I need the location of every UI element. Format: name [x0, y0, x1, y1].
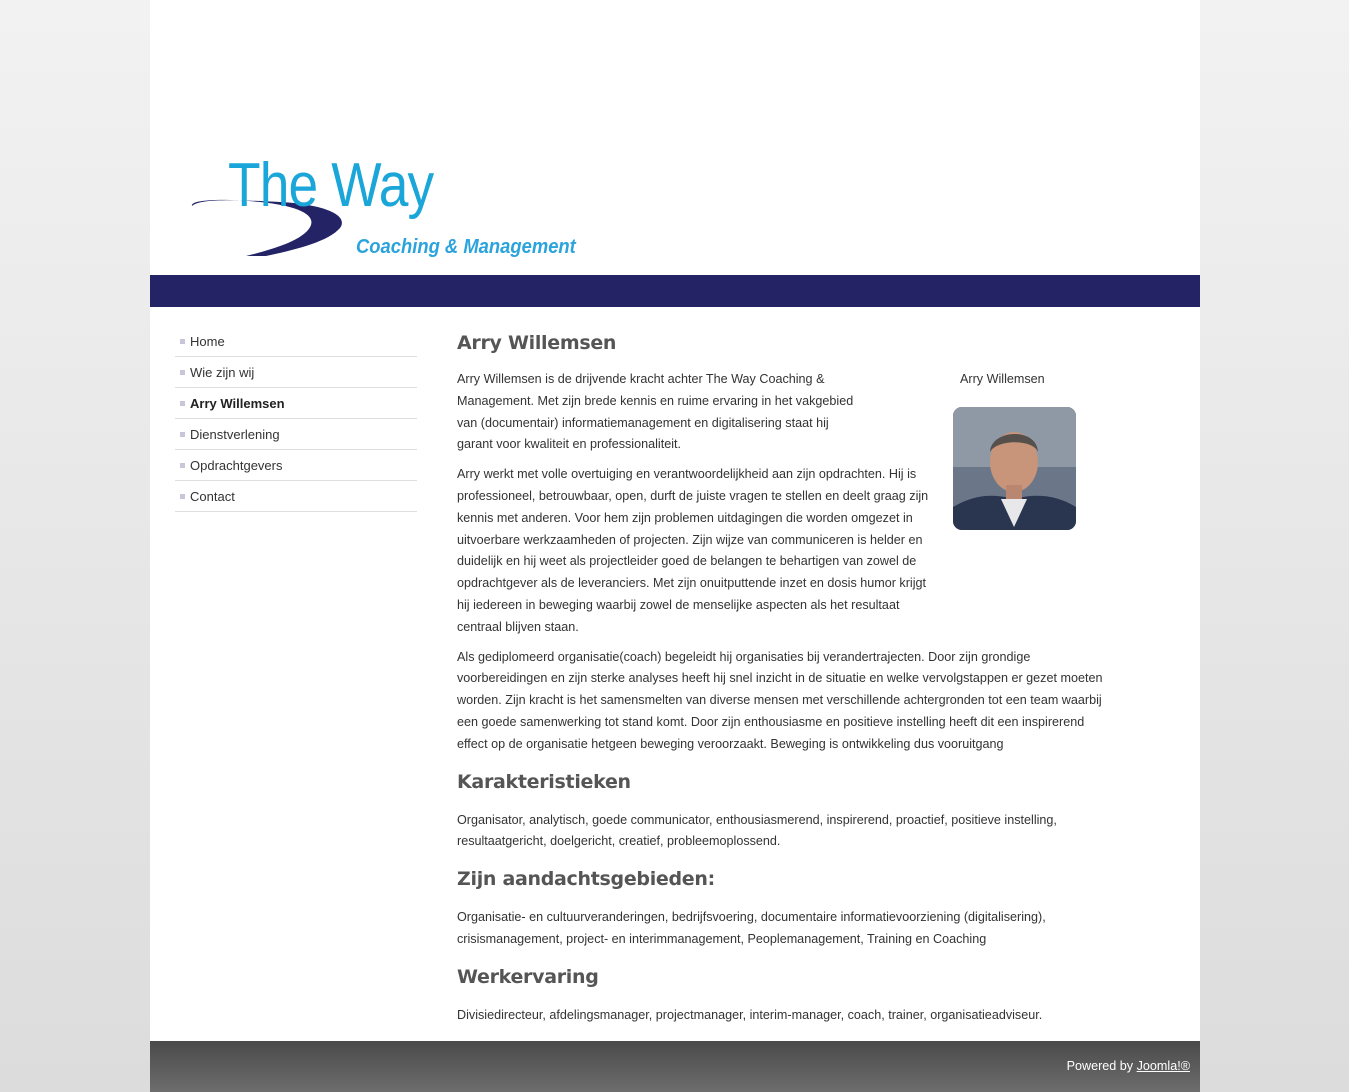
footer: [150, 1041, 1200, 1092]
top-navbar: [150, 275, 1200, 307]
section-heading-aandachtsgebieden: Zijn aandachtsgebieden:: [457, 868, 715, 891]
sidebar-menu: [175, 326, 417, 512]
powered-by-text: Powered by: [1066, 1059, 1134, 1073]
section-heading-karakteristieken: Karakteristieken: [457, 770, 631, 793]
page-container: [150, 0, 1200, 1092]
sidebar-item-arry-willemsen[interactable]: [175, 388, 417, 419]
sidebar-item-home[interactable]: [175, 326, 417, 357]
bullet-icon: [180, 401, 185, 406]
bullet-icon: [180, 432, 185, 437]
logo-title: The Way: [228, 151, 434, 220]
sidebar-item-label: Wie zijn wij: [190, 364, 255, 380]
sidebar-item-dienstverlening[interactable]: [175, 419, 417, 450]
portrait-photo: [953, 407, 1076, 530]
bullet-icon: [180, 463, 185, 468]
sidebar-item-label: Arry Willemsen: [190, 395, 285, 411]
article-content: [457, 325, 1117, 1035]
article-paragraph: Als gediplomeerd organisatie(coach) begeleidt hij organisaties bij verandertrajecten. Door zijn grondige voorbereidingen en zijn sterke analyses heeft hij snel inzicht in de situatie en welke vervolgstappen er gezet moeten worden. Zijn kracht is het samensmelten van diverse mensen met verschillende achtergronden tot een team waarbij een goede samenwerking tot stand komt. Door zijn enthousiasme en positieve instelling heeft dit een inspirerend effect op de organisatie hetgeen beweging veroorzaakt. Beweging is ontwikkeling dus vooruitgang: [457, 649, 1103, 751]
sidebar-item-wie-zijn-wij[interactable]: [175, 357, 417, 388]
person-photo-icon: [953, 407, 1076, 530]
photo-caption: Arry Willemsen: [960, 372, 1045, 386]
article-paragraph: Arry werkt met volle overtuiging en verantwoordelijkheid aan zijn opdrachten. Hij is professioneel, betrouwbaar, open, durft de juiste vragen te stellen en deelt graag zijn kennis met anderen. Voor hem zijn problemen uitdagingen die worden omgezet in uitvoerbare werkzaamheden of projecten. Zijn wijze van communiceren is helder en duidelijk en hij weet als projectleider goed de belangen te behartigen van zowel de opdrachtgever als de leveranciers. Met zijn onuitputtende inzet en dosis humor krijgt hij iedereen in beweging waarbij zowel de menselijke aspecten als het resultaat centraal blijven staan.: [457, 467, 929, 634]
section-text: Divisiedirecteur, afdelingsmanager, projectmanager, interim-manager, coach, trainer, organisatieadviseur.: [457, 1007, 1043, 1022]
sidebar-item-label: Dienstverlening: [190, 426, 280, 442]
sidebar-item-label: Home: [190, 333, 225, 349]
section-text: Organisator, analytisch, goede communicator, enthousiasmerend, inspirerend, proactief, positieve instelling, resultaatgericht, doelgericht, creatief, probleemoplossend.: [457, 812, 1057, 849]
article-title: Arry Willemsen: [457, 332, 617, 354]
bullet-icon: [180, 494, 185, 499]
sidebar-item-label: Contact: [190, 488, 235, 504]
bullet-icon: [180, 370, 185, 375]
article-paragraph: Arry Willemsen is de drijvende kracht achter The Way Coaching & Management. Met zijn brede kennis en ruime ervaring in het vakgebied van (documentair) informatiemanagement en digitalisering staat hij garant voor kwaliteit en professionaliteit.: [457, 372, 854, 452]
site-logo[interactable]: [190, 150, 600, 265]
joomla-link[interactable]: Joomla!®: [1136, 1059, 1190, 1073]
bullet-icon: [180, 339, 185, 344]
sidebar-item-opdrachtgevers[interactable]: [175, 450, 417, 481]
section-heading-werkervaring: Werkervaring: [457, 965, 599, 988]
sidebar-item-contact[interactable]: [175, 481, 417, 512]
footer-credit: [1067, 1059, 1190, 1073]
logo-subtitle: Coaching & Management: [356, 236, 576, 258]
section-text: Organisatie- en cultuurveranderingen, bedrijfsvoering, documentaire informatievoorziening (digitalisering), crisismanagement, project- en interimmanagement, Peoplemanagement, Training en Coaching: [457, 910, 1046, 946]
sidebar-item-label: Opdrachtgevers: [190, 457, 283, 473]
